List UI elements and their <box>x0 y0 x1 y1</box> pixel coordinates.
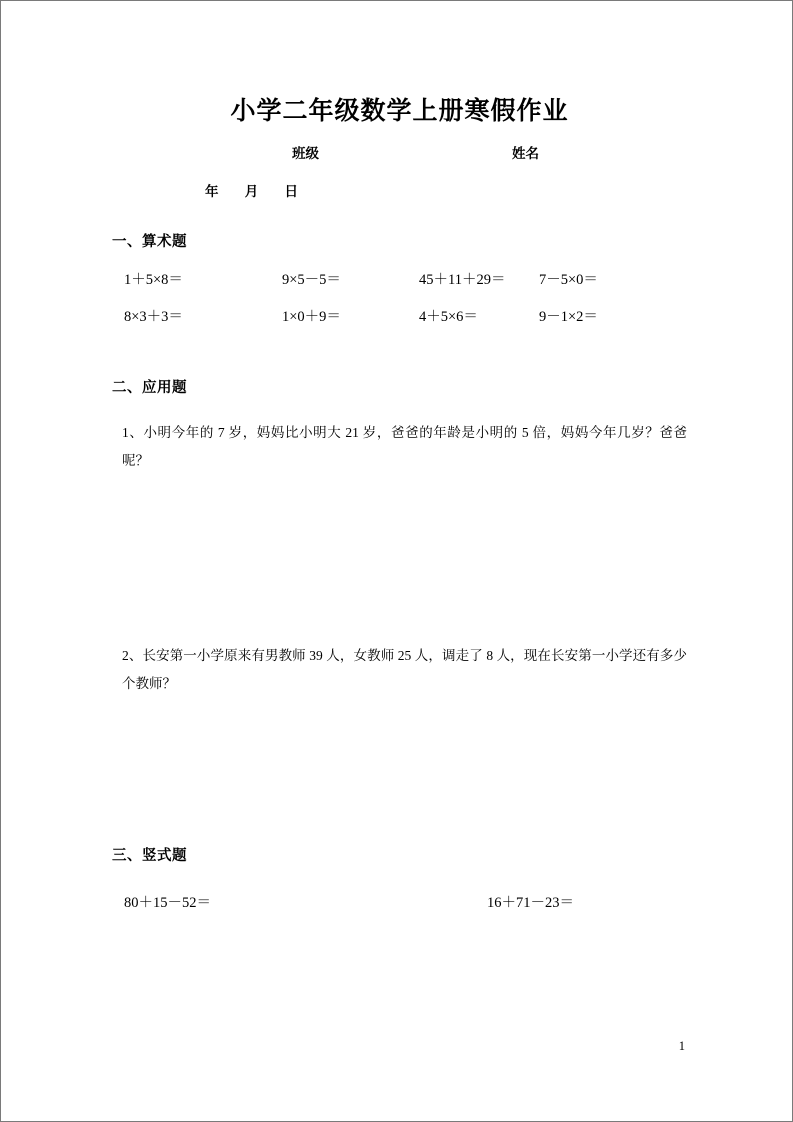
student-info-row <box>112 142 687 168</box>
expression-row <box>124 273 687 288</box>
page-title: 小学二年级数学上册寒假作业 <box>230 97 569 125</box>
word-problem-2: 2、长安第一小学原来有男教师 39 人，女教师 25 人，调走了 8 人，现在长安第一小学还有多少个教师？ <box>122 648 687 692</box>
page-number: 1 <box>678 1039 685 1053</box>
section-heading-vertical: 三、竖式题 <box>112 847 187 864</box>
vertical-expression: 80＋15－52＝ <box>124 894 211 911</box>
date-row <box>112 180 687 200</box>
expression-cell: 4＋5×6＝ <box>419 308 478 325</box>
section-heading-arithmetic: 一、算术题 <box>112 234 187 250</box>
class-label: 班级 <box>292 146 319 161</box>
date-month-label: 月 <box>244 184 259 199</box>
name-label: 姓名 <box>512 146 539 161</box>
expression-cell: 7－5×0＝ <box>539 272 598 288</box>
word-problem-1: 1、小明今年的 7 岁，妈妈比小明大 21 岁，爸爸的年龄是小明的 5 倍，妈妈今年几岁？爸爸呢？ <box>122 425 687 468</box>
date-day-label: 日 <box>284 184 299 199</box>
date-year-label: 年 <box>205 184 219 199</box>
expression-cell: 8×3＋3＝ <box>124 308 183 325</box>
expression-cell: 1×0＋9＝ <box>282 308 341 325</box>
expression-cell: 9－1×2＝ <box>539 308 598 325</box>
vertical-expression-grid <box>112 891 687 921</box>
section-heading-word-problems: 二、应用题 <box>112 380 187 396</box>
vertical-expression: 16＋71－23＝ <box>487 894 574 911</box>
expression-cell: 1＋5×8＝ <box>124 272 183 288</box>
expression-cell: 45＋11＋29＝ <box>419 272 506 288</box>
page-content <box>112 0 687 921</box>
arithmetic-expression-grid <box>112 273 687 324</box>
expression-row <box>124 310 687 325</box>
expression-cell: 9×5－5＝ <box>282 272 341 288</box>
